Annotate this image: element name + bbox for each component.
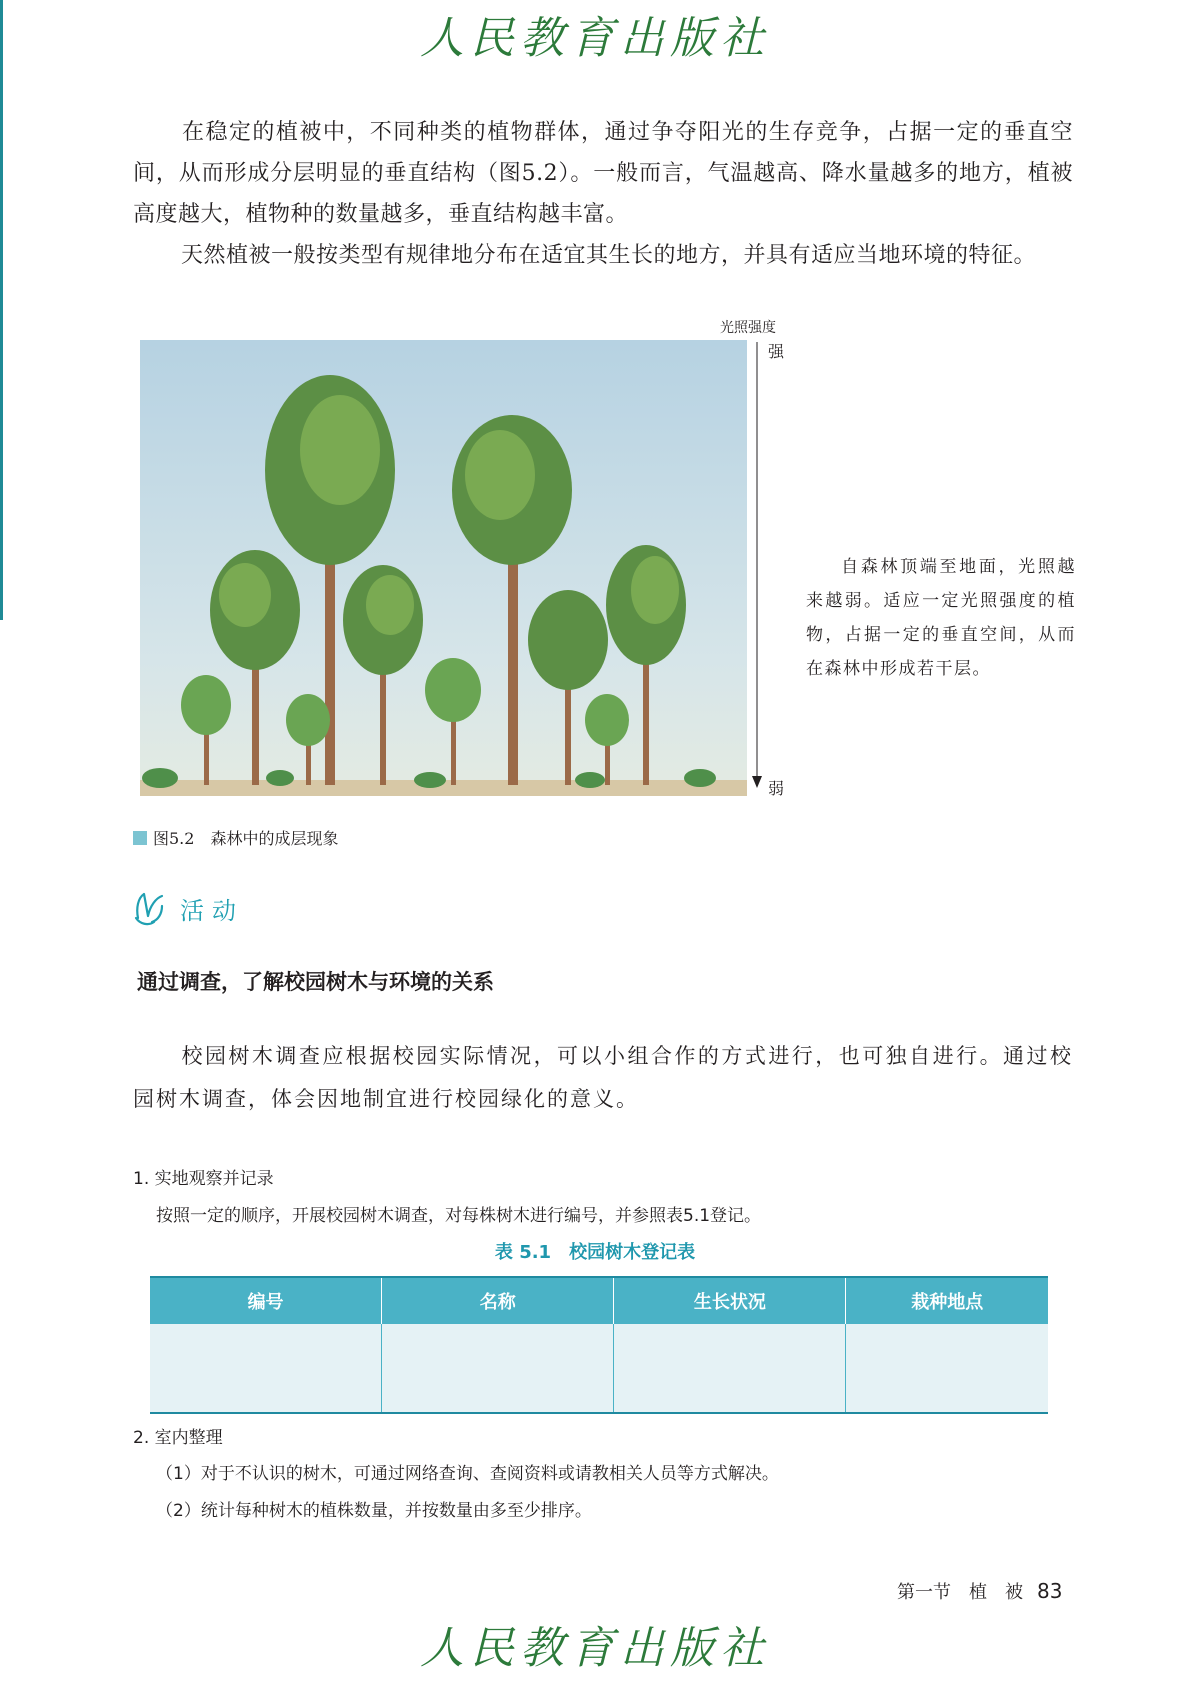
caption-text: 图5.2 森林中的成层现象 bbox=[153, 829, 339, 848]
table-cell-blank bbox=[846, 1324, 1048, 1413]
activity-header bbox=[130, 888, 244, 928]
paragraph-natural-vegetation bbox=[133, 235, 1073, 276]
table-row bbox=[150, 1324, 1048, 1413]
step-2-title: 2. 室内整理 bbox=[133, 1428, 223, 1448]
activity-title: 通过调查，了解校园树木与环境的关系 bbox=[137, 970, 494, 994]
activity-intro-text: 校园树木调查应根据校园实际情况，可以小组合作的方式进行，也可独自进行。通过校园树木调查，体会因地制宜进行校园绿化的意义。 bbox=[133, 1044, 1073, 1111]
forest-drawing bbox=[140, 340, 747, 796]
side-note-text: 自森林顶端至地面，光照越来越弱。适应一定光照强度的植物，占据一定的垂直空间，从而在森林中形成若干层。 bbox=[806, 557, 1076, 679]
caption-marker bbox=[133, 831, 147, 845]
page-footer bbox=[897, 1578, 1062, 1604]
figure-side-note bbox=[806, 550, 1076, 686]
light-weak-label: 弱 bbox=[768, 779, 785, 798]
table-cell-blank bbox=[614, 1324, 846, 1413]
footer-section: 第一节 植 被 bbox=[897, 1582, 1023, 1603]
step-2-item-1: （1）对于不认识的树木，可通过网络查询、查阅资料或请教相关人员等方式解决。 bbox=[156, 1464, 779, 1484]
activity-label: 活动 bbox=[180, 896, 244, 925]
table-cell-blank bbox=[382, 1324, 614, 1413]
column-header-location: 栽种地点 bbox=[846, 1277, 1048, 1324]
paragraph-vertical-structure bbox=[133, 112, 1073, 235]
column-header-number: 编号 bbox=[150, 1277, 382, 1324]
column-header-name: 名称 bbox=[382, 1277, 614, 1324]
activity-intro bbox=[133, 1035, 1073, 1121]
light-strong-label: 强 bbox=[768, 342, 785, 361]
table-caption: 表 5.1 校园树木登记表 bbox=[494, 1242, 696, 1263]
step-1-text: 按照一定的顺序，开展校园树木调查，对每株树木进行编号，并参照表5.1登记。 bbox=[156, 1206, 762, 1226]
paragraph-text: 天然植被一般按类型有规律地分布在适宜其生长的地方，并具有适应当地环境的特征。 bbox=[181, 243, 1037, 268]
column-header-growth: 生长状况 bbox=[614, 1277, 846, 1324]
publisher-logo-bottom: 人民教育出版社 bbox=[420, 1623, 770, 1674]
tree-register-table bbox=[150, 1276, 1048, 1414]
page-number: 83 bbox=[1037, 1579, 1063, 1603]
table-header-row bbox=[150, 1277, 1048, 1324]
page-edge-bar bbox=[0, 0, 3, 620]
activity-hand-icon bbox=[130, 888, 170, 928]
forest-illustration bbox=[140, 340, 747, 796]
step-1-title: 1. 实地观察并记录 bbox=[133, 1169, 274, 1189]
publisher-logo-top: 人民教育出版社 bbox=[420, 13, 770, 64]
paragraph-text: 在稳定的植被中，不同种类的植物群体，通过争夺阳光的生存竞争，占据一定的垂直空间，从而形成分层明显的垂直结构（图5.2）。一般而言，气温越高、降水量越多的地方，植被高度越大，植物种的数量越多，垂直结构越丰富。 bbox=[133, 120, 1073, 227]
light-axis-arrow bbox=[750, 342, 764, 788]
table-cell-blank bbox=[150, 1324, 382, 1413]
light-intensity-label: 光照强度 bbox=[720, 320, 776, 336]
step-2-item-2: （2）统计每种树木的植株数量，并按数量由多至少排序。 bbox=[156, 1501, 592, 1521]
figure-caption bbox=[133, 826, 338, 849]
